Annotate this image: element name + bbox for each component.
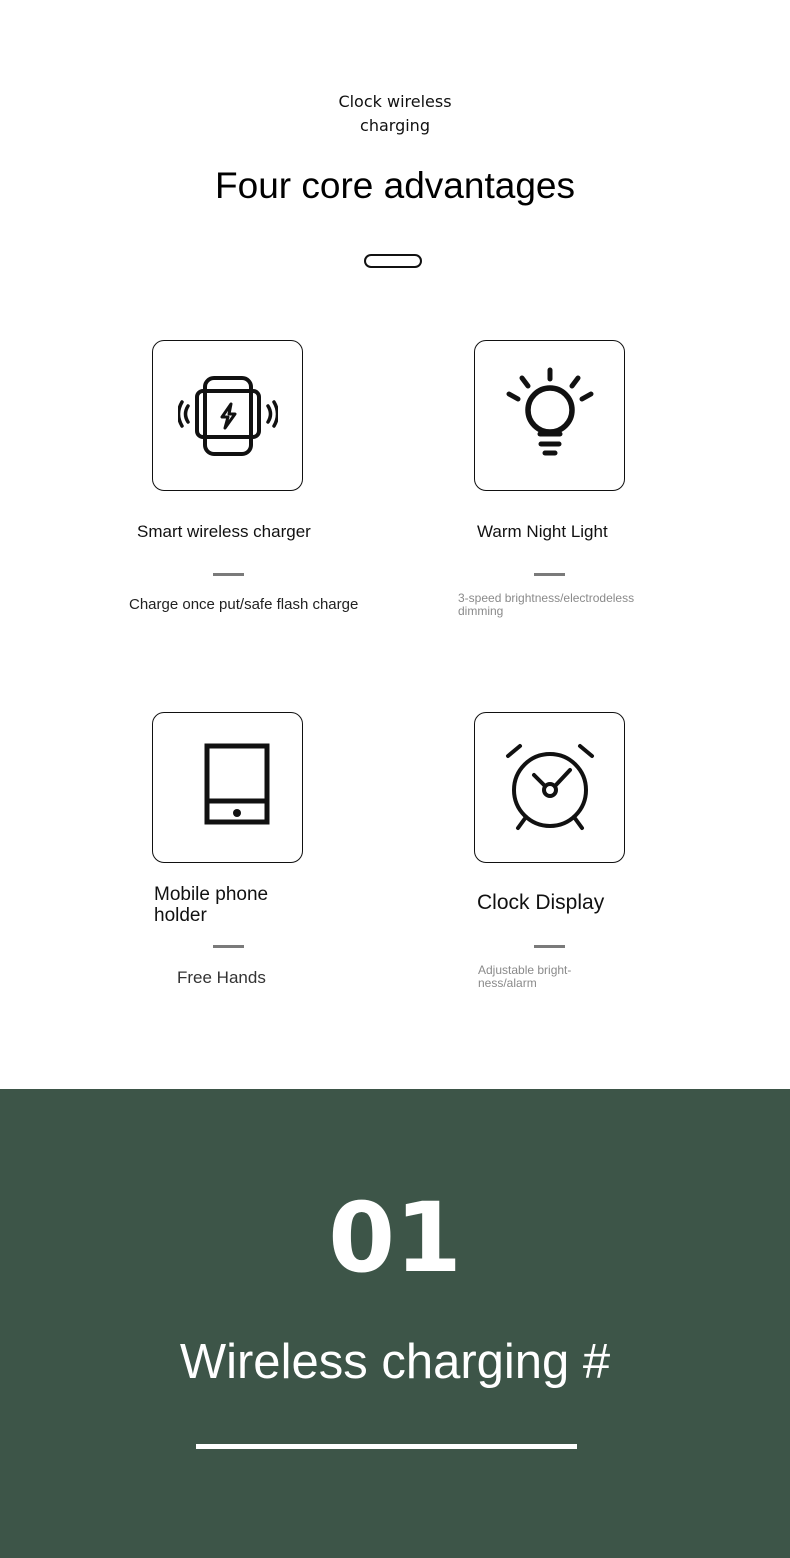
- feature-divider: [534, 945, 565, 948]
- eyebrow-line-2: charging: [360, 116, 430, 135]
- feature-desc-line-2: ness/alarm: [478, 976, 537, 990]
- feature-title-phone-holder: [154, 884, 268, 926]
- alarm-clock-icon: [500, 738, 600, 838]
- feature-icon-box-phone-holder: [152, 712, 303, 863]
- feature-desc-wireless-charger: Charge once put/safe flash charge: [129, 596, 359, 613]
- wireless-charging-phone-icon: [178, 366, 278, 466]
- section-title: Wireless charging #: [179, 1335, 611, 1389]
- section-number: 01: [328, 1182, 462, 1294]
- feature-icon-box-clock: [474, 712, 625, 863]
- phone-holder-icon: [178, 738, 278, 838]
- feature-title-clock: Clock Display: [477, 891, 605, 914]
- eyebrow-text: [0, 90, 790, 138]
- feature-desc-line-1: Adjustable bright-: [478, 963, 572, 977]
- feature-icon-box-night-light: [474, 340, 625, 491]
- section-underline: [196, 1444, 577, 1449]
- eyebrow-line-1: Clock wireless: [338, 92, 452, 111]
- light-bulb-icon: [500, 366, 600, 466]
- feature-divider: [213, 945, 244, 948]
- feature-desc-clock: [478, 964, 571, 990]
- feature-title-line-2: holder: [154, 905, 207, 926]
- page-title: Four core advantages: [215, 165, 575, 206]
- title-divider-pill: [364, 254, 422, 268]
- feature-divider: [534, 573, 565, 576]
- feature-desc-phone-holder: Free Hands: [177, 968, 266, 987]
- feature-desc-night-light: 3-speed brightness/electrodeless dimming: [458, 591, 635, 618]
- feature-divider: [213, 573, 244, 576]
- feature-icon-box-wireless-charger: [152, 340, 303, 491]
- feature-title-night-light: Warm Night Light: [477, 522, 608, 541]
- feature-title-line-1: Mobile phone: [154, 884, 269, 905]
- feature-title-wireless-charger: Smart wireless charger: [137, 522, 311, 541]
